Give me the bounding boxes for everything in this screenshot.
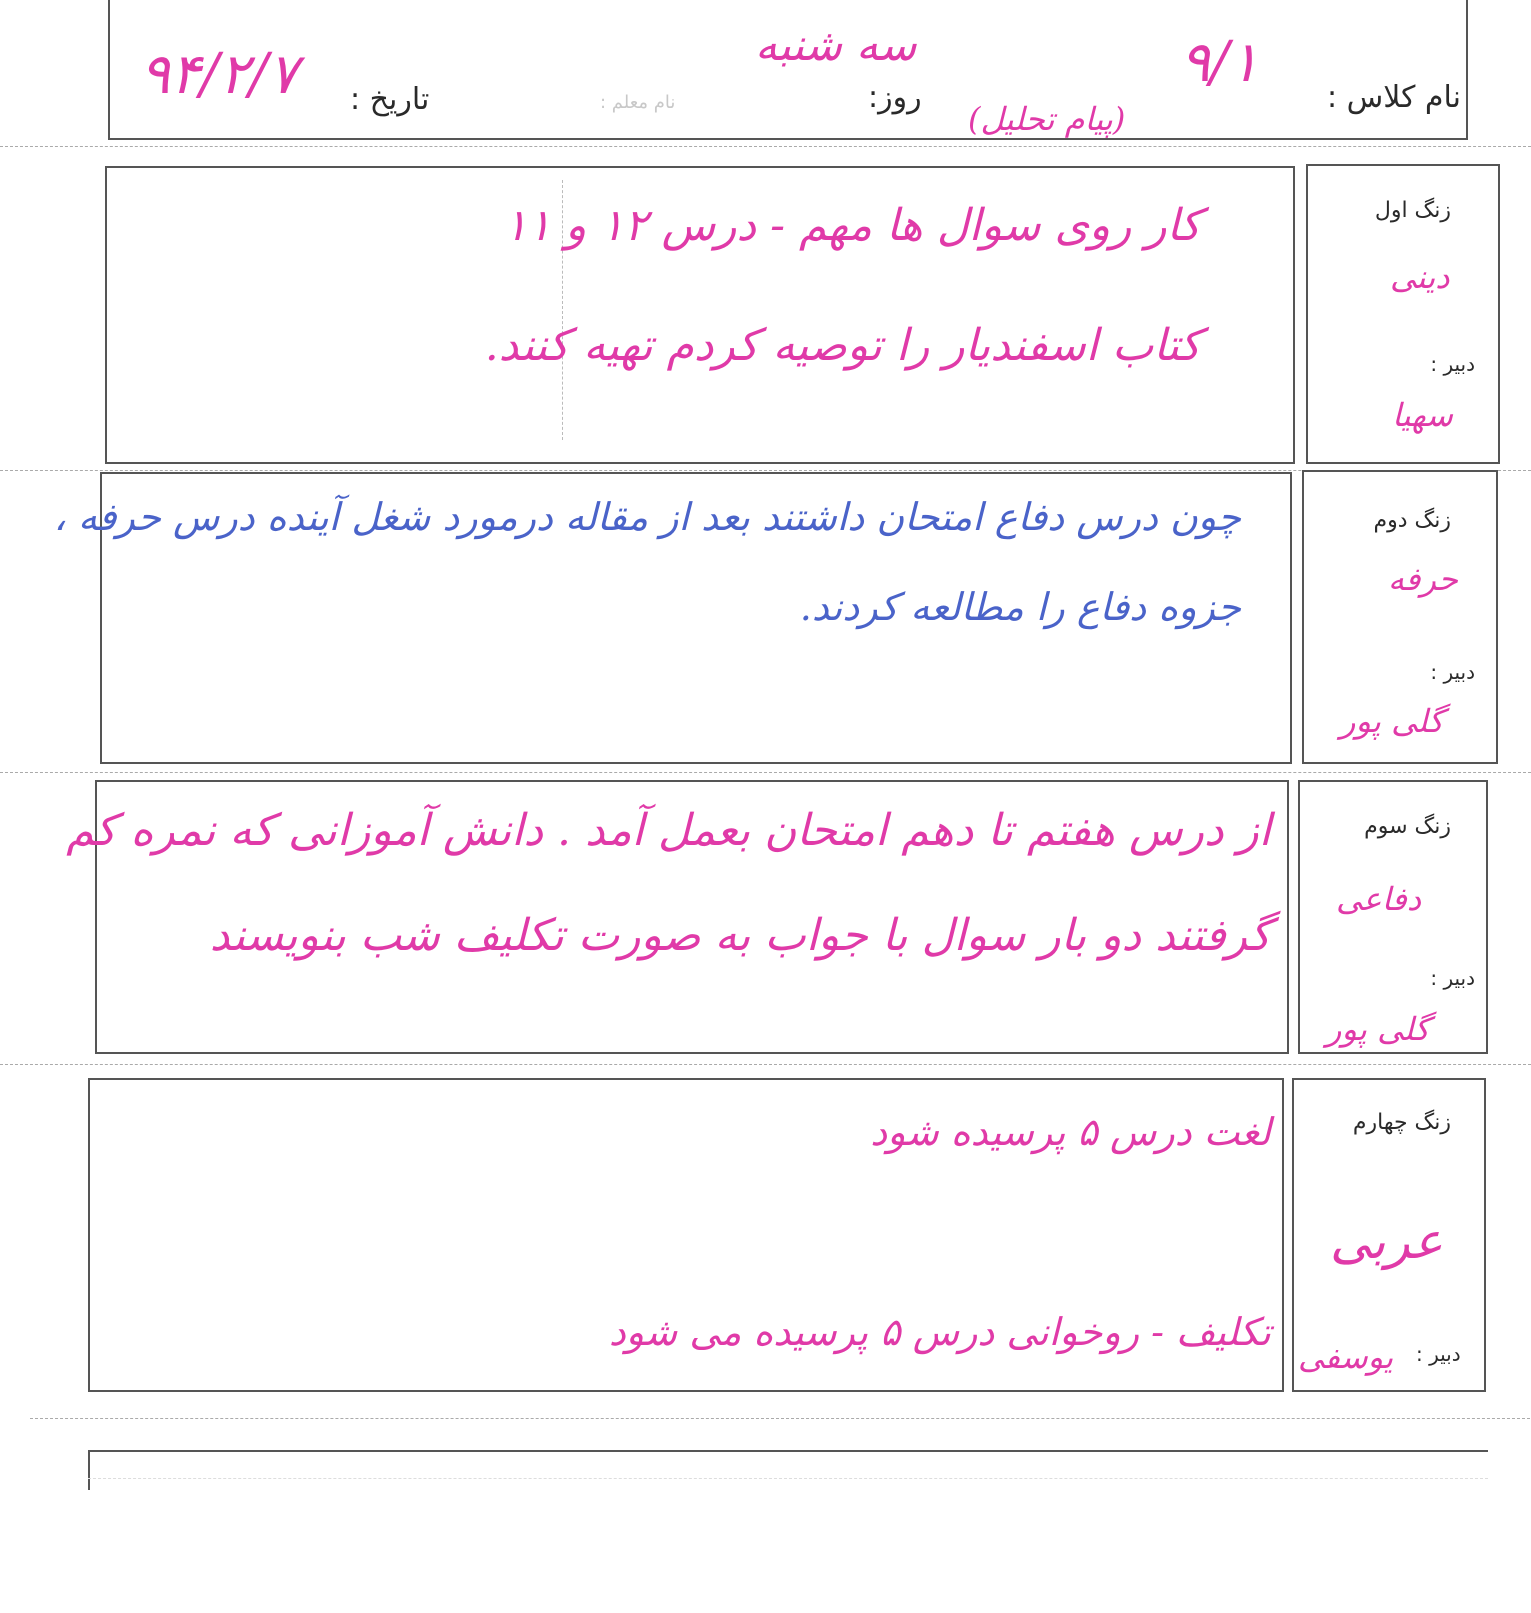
period-2-line-2: جزوه دفاع را مطالعه کردند. bbox=[799, 585, 1241, 629]
period-4-line-1: لغت درس ۵ پرسیده شود bbox=[870, 1110, 1271, 1154]
cut-line-4 bbox=[30, 1418, 1530, 1419]
period-3-subject: دفاعی bbox=[1336, 880, 1422, 918]
class-value: ۹/۱ bbox=[1180, 30, 1260, 95]
period-4-subject: عربی bbox=[1330, 1212, 1444, 1270]
day-value: سه شنبه bbox=[755, 20, 917, 71]
top-cut-line bbox=[0, 146, 1531, 147]
class-label: نام کلاس : bbox=[1326, 80, 1461, 115]
header-faint-text: نام معلم : bbox=[600, 92, 676, 113]
period-1-subject: دینی bbox=[1390, 258, 1450, 296]
period-1-teacher: سهیا bbox=[1392, 396, 1453, 434]
period-1-teacher-label: دبیر : bbox=[1430, 352, 1475, 376]
period-2-subject: حرفه bbox=[1388, 560, 1458, 598]
period-1-bell-label: زنگ اول bbox=[1374, 198, 1451, 223]
day-label: روز: bbox=[868, 80, 922, 115]
period-3-line-2: گرفتند دو بار سوال با جواب به صورت تکلیف شب بنویسند bbox=[209, 910, 1271, 961]
period-4-teacher-label: دبیر : bbox=[1416, 1342, 1461, 1366]
period-1-line-2: کتاب اسفندیار را توصیه کردم تهیه کنند. bbox=[484, 320, 1201, 371]
period-2-line-1: چون درس دفاع امتحان داشتند بعد از مقاله درمورد شغل آینده درس حرفه ، bbox=[53, 495, 1241, 539]
period-2-teacher-label: دبیر : bbox=[1430, 660, 1475, 684]
date-value: ۹۴/۲/۷ bbox=[140, 42, 299, 107]
date-label: تاریخ : bbox=[350, 82, 430, 117]
period-3-teacher-label: دبیر : bbox=[1430, 966, 1475, 990]
period-1-line-1: کار روی سوال ها مهم - درس ۱۲ و ۱۱ bbox=[503, 200, 1201, 251]
period-4-teacher: یوسفی bbox=[1298, 1338, 1394, 1376]
period-4-bell-label: زنگ چهارم bbox=[1352, 1110, 1451, 1135]
next-sheet-frame bbox=[88, 1450, 1488, 1490]
period-3-bell-label: زنگ سوم bbox=[1364, 814, 1451, 839]
day-note: (پیام تحلیل) bbox=[968, 100, 1126, 138]
period-4-line-2: تکلیف - روخوانی درس ۵ پرسیده می شود bbox=[608, 1310, 1271, 1354]
period-2-bell-label: زنگ دوم bbox=[1373, 508, 1451, 533]
period-3-teacher: گلی پور bbox=[1326, 1010, 1430, 1048]
period-2-teacher: گلی پور bbox=[1340, 702, 1444, 740]
period-3-line-1: از درس هفتم تا دهم امتحان بعمل آمد . دانش آموزانی که نمره کم bbox=[66, 805, 1271, 856]
cut-line-3 bbox=[0, 1064, 1531, 1065]
bottom-faint-line bbox=[88, 1478, 1488, 1479]
cut-line-2 bbox=[0, 772, 1531, 773]
